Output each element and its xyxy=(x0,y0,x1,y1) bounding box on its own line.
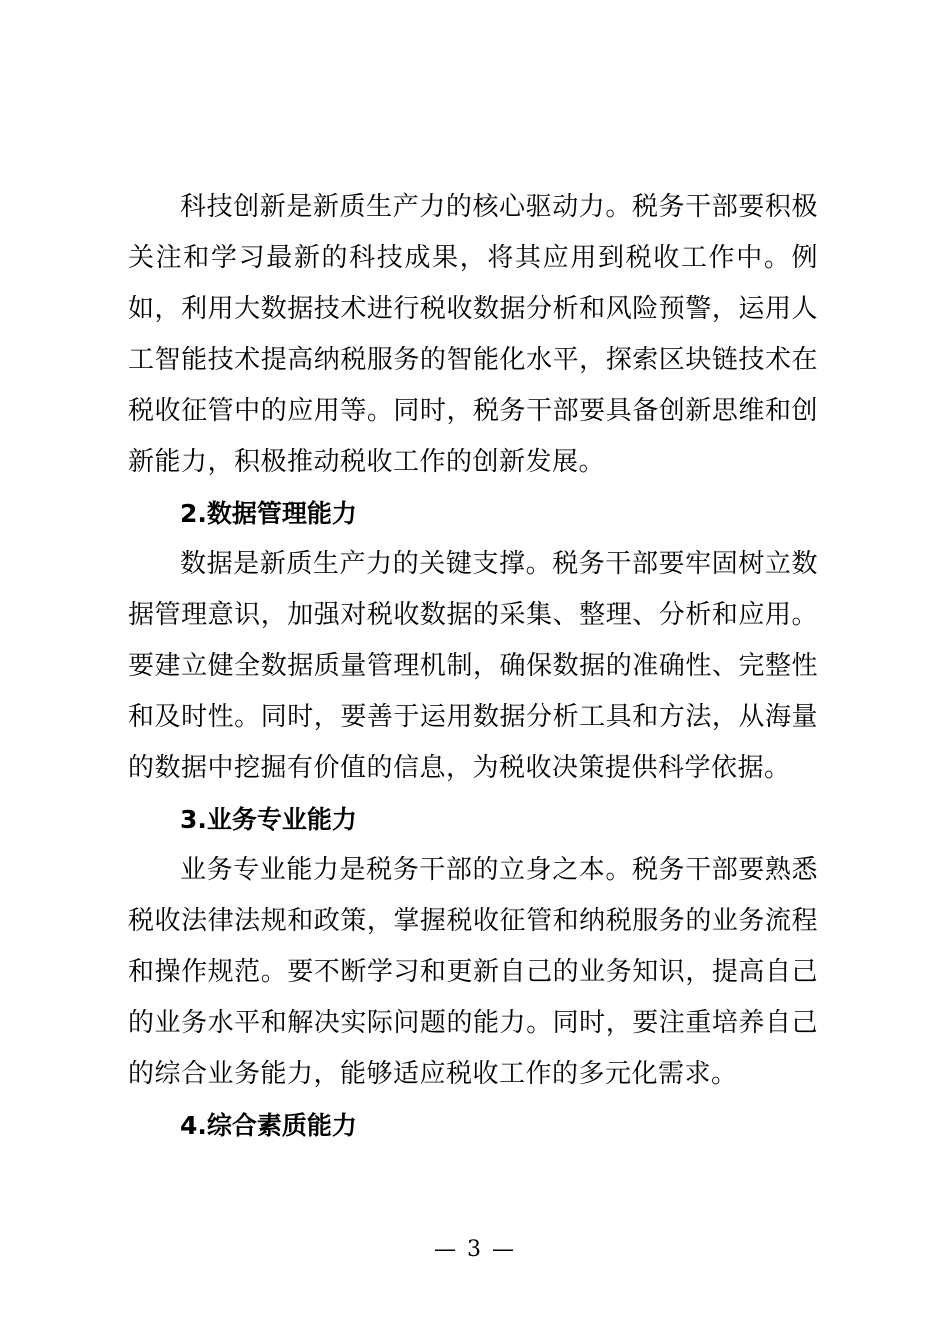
heading-business-professional: 3.业务专业能力 xyxy=(180,805,357,834)
paragraph-business-professional: 业务专业能力是税务干部的立身之本。税务干部要熟悉税收法律法规和政策，掌握税收征管和纳税服务的业务流程和操作规范。要不断学习和更新自己的业务知识，提高自己的业务水平和解决实际问题的能力。同时，要注重培养自己的综合业务能力，能够适应税收工作的多元化需求。 xyxy=(128,855,818,1089)
heading-data-management: 2.数据管理能力 xyxy=(180,499,357,528)
paragraph-tech-innovation: 科技创新是新质生产力的核心驱动力。税务干部要积极关注和学习最新的科技成果，将其应用到税收工作中。例如，利用大数据技术进行税收数据分析和风险预警，运用人工智能技术提高纳税服务的智能化水平，探索区块链技术在税收征管中的应用等。同时，税务干部要具备创新思维和创新能力，积极推动税收工作的创新发展。 xyxy=(128,192,818,477)
heading-comprehensive-quality: 4.综合素质能力 xyxy=(180,1111,357,1140)
paragraph-data-management: 数据是新质生产力的关键支撑。税务干部要牢固树立数据管理意识，加强对税收数据的采集、整理、分析和应用。要建立健全数据质量管理机制，确保数据的准确性、完整性和及时性。同时，要善于运用数据分析工具和方法，从海量的数据中挖掘有价值的信息，为税收决策提供科学依据。 xyxy=(128,549,818,783)
page-number: — 3 — xyxy=(434,1237,516,1262)
document-body xyxy=(128,182,818,1151)
